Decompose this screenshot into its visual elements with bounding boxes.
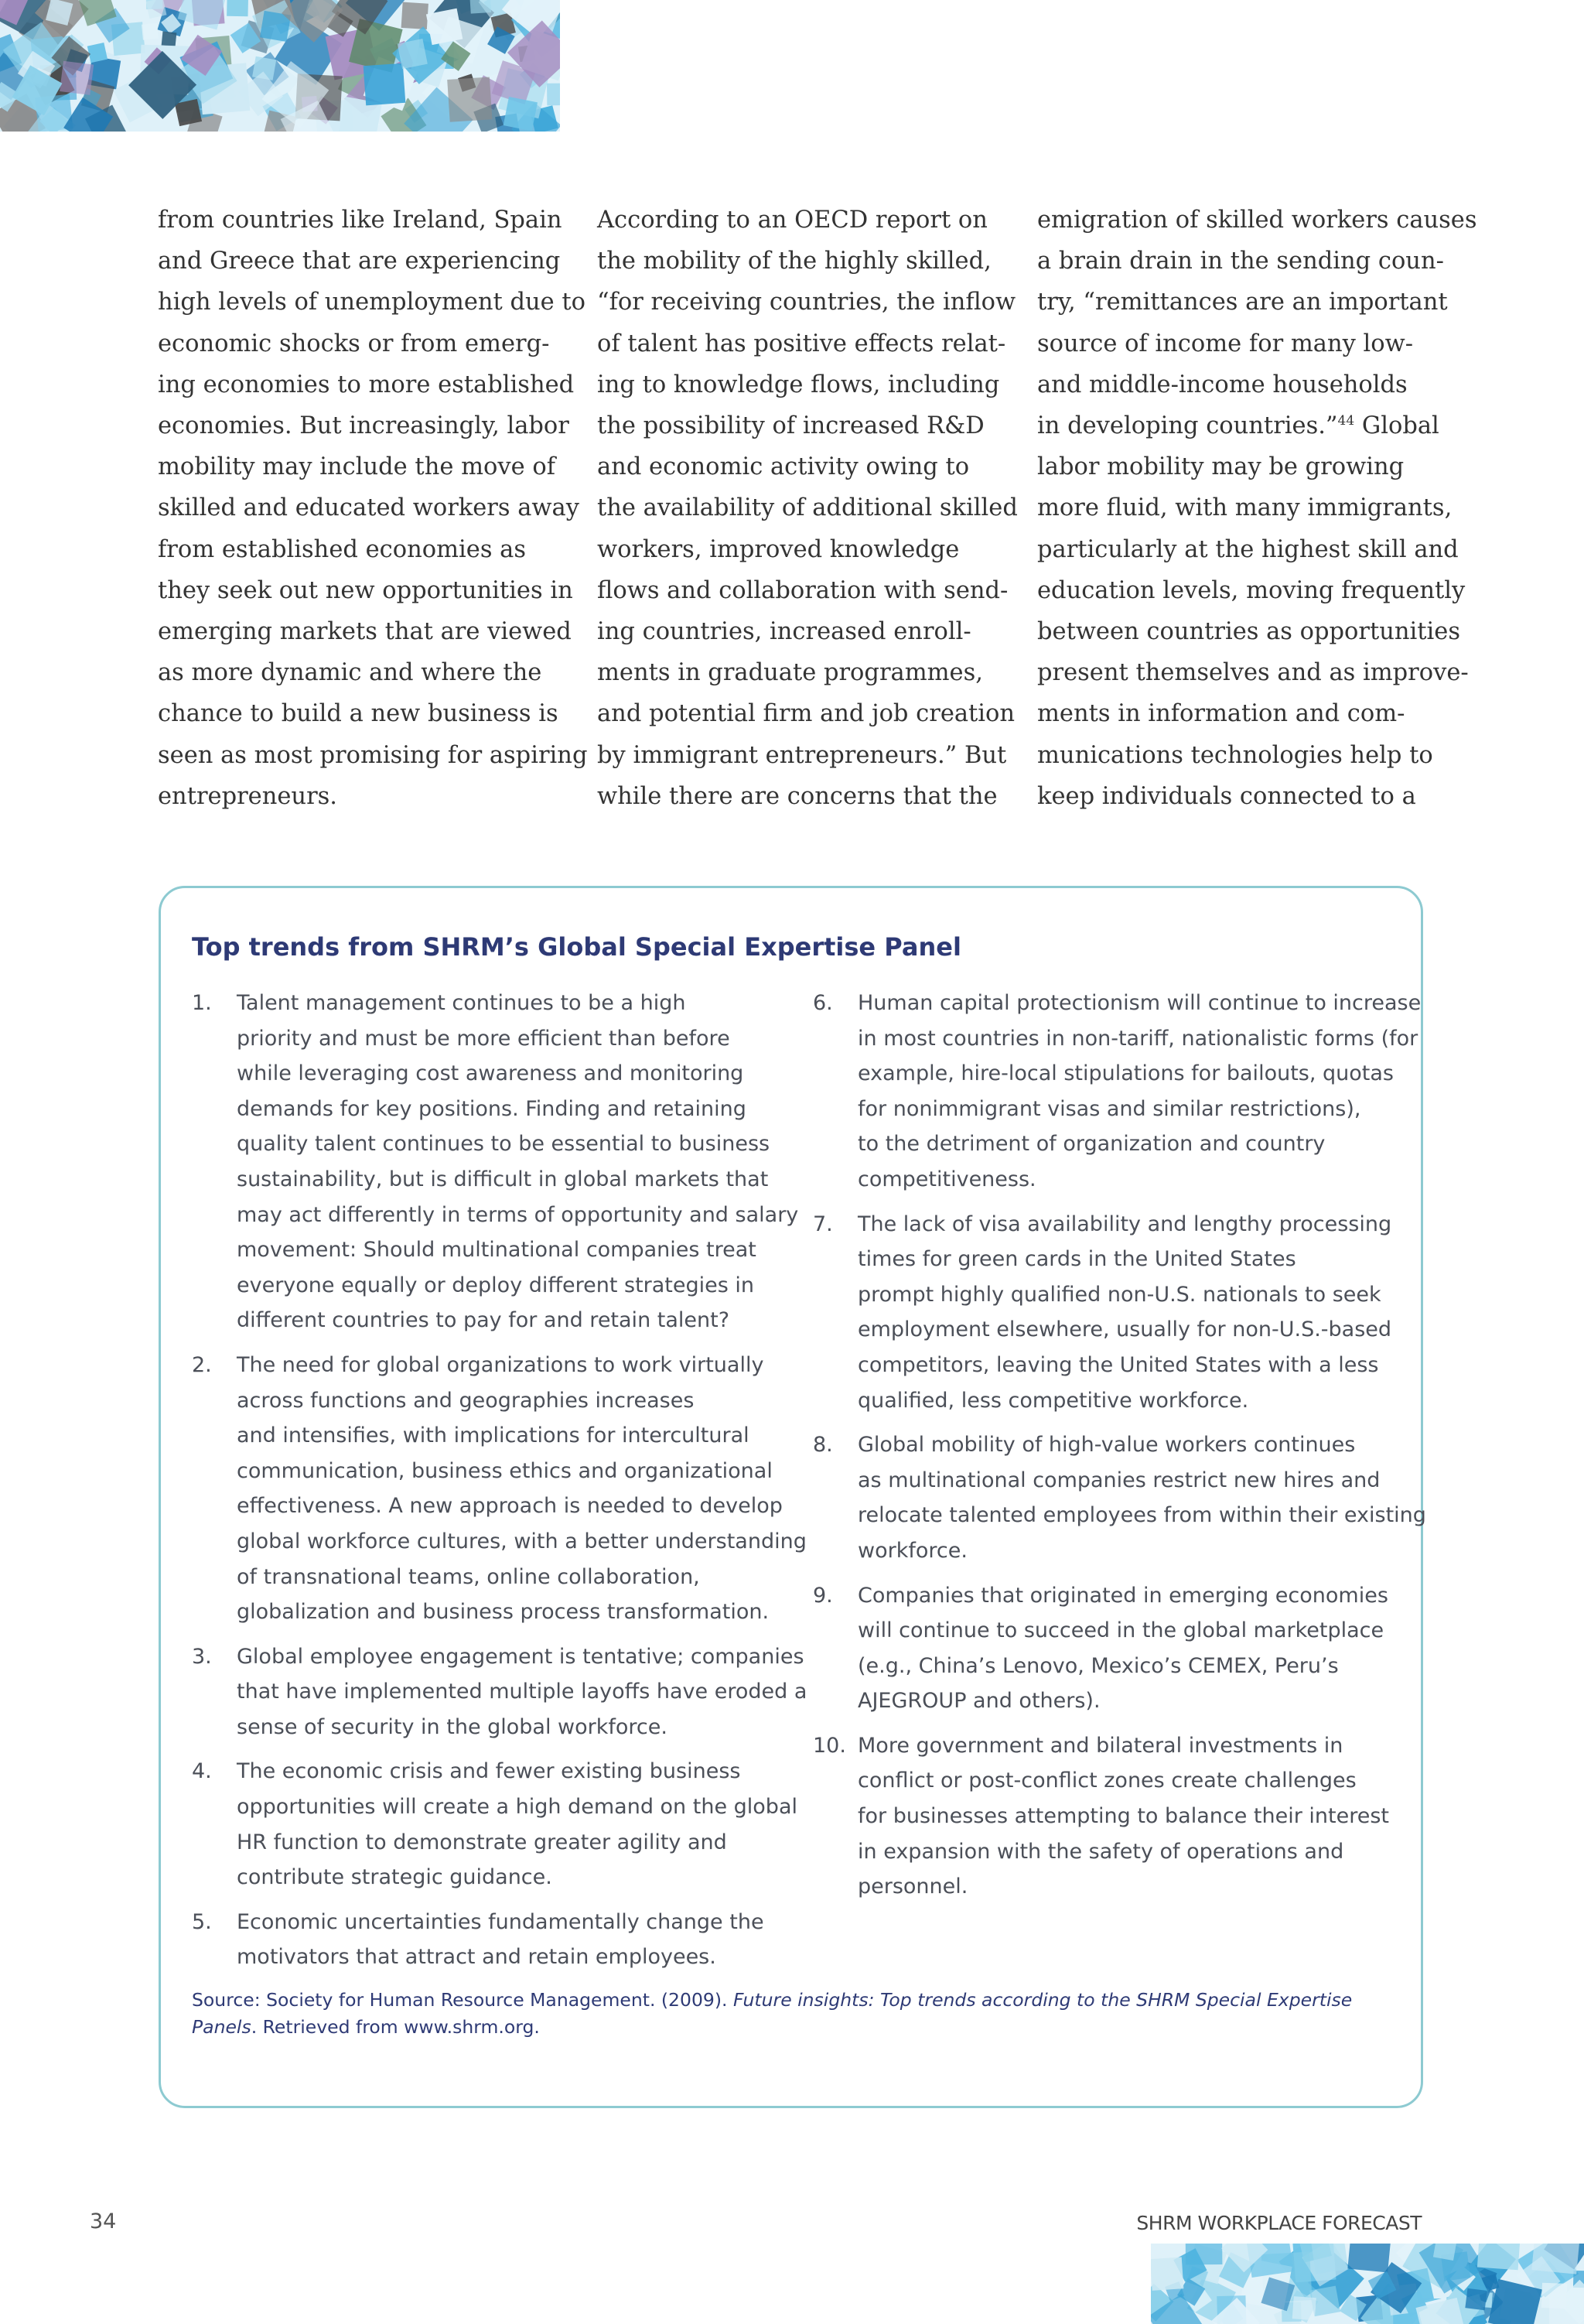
- text-line: emerging markets that are viewed: [158, 618, 572, 646]
- text-line: employment elsewhere, usually for non-U.S.-based: [858, 1318, 1392, 1342]
- text-line: labor mobility may be growing: [1037, 453, 1405, 481]
- text-line: chance to build a new business is: [158, 700, 558, 728]
- mosaic-tile: [1465, 2288, 1487, 2310]
- text-line: demands for key positions. Finding and retaining: [237, 1096, 746, 1121]
- text-line: The lack of visa availability and lengthy processing: [858, 1212, 1392, 1236]
- mosaic-tile: [1347, 2244, 1391, 2272]
- trend-text: [858, 1578, 1401, 1719]
- trend-item: [813, 1207, 1401, 1419]
- text-line: in most countries in non-tariff, nationalistic forms (for: [858, 1026, 1418, 1051]
- text-line: while there are concerns that the: [597, 782, 998, 810]
- decorative-mosaic-bottom: [1151, 2244, 1584, 2324]
- trend-item: [192, 1905, 787, 1975]
- mosaic-tile: [1186, 2244, 1223, 2264]
- text-line: example, hire-local stipulations for bailouts, quotas: [858, 1061, 1394, 1086]
- trend-text: [237, 1754, 797, 1895]
- trend-number: 2.: [192, 1352, 212, 1377]
- text-line: contribute strategic guidance.: [237, 1865, 552, 1890]
- text-line: by immigrant entrepreneurs.” But: [597, 741, 1007, 769]
- mosaic-graphic: [0, 0, 560, 132]
- text-line: to the detriment of organization and country: [858, 1132, 1326, 1157]
- decorative-mosaic-top: [0, 0, 560, 132]
- text-line: the availability of additional skilled: [597, 494, 1018, 522]
- text-line: HR function to demonstrate greater agility and: [237, 1830, 727, 1854]
- text-line: while leveraging cost awareness and monitoring: [237, 1061, 744, 1086]
- text-line: ments in graduate programmes,: [597, 659, 983, 687]
- mosaic-tile: [175, 99, 202, 126]
- text-line: qualified, less competitive workforce.: [858, 1388, 1249, 1413]
- text-line: communication, business ethics and organizational: [237, 1458, 773, 1483]
- text-line: will continue to succeed in the global marketplace: [858, 1618, 1384, 1643]
- body-column-3: [1037, 200, 1477, 817]
- text-line: particularly at the highest skill and: [1037, 535, 1459, 563]
- text-line: that have implemented multiple layoffs have eroded a: [237, 1680, 807, 1704]
- source-italic-title-end: Panels: [192, 2015, 251, 2038]
- text-line: in expansion with the safety of operations and: [858, 1839, 1344, 1864]
- text-line: Economic uncertainties fundamentally change the: [237, 1909, 764, 1934]
- text-line: economic shocks or from emerg-: [158, 330, 550, 357]
- text-line: prompt highly qualified non-U.S. nationals to seek: [858, 1282, 1381, 1307]
- mosaic-tile: [547, 83, 560, 105]
- top-trends-panel: [159, 886, 1426, 2108]
- body-column-1: [158, 200, 588, 817]
- text-line: personnel.: [858, 1875, 968, 1899]
- source-prefix: Source: Society for Human Resource Management. (2009).: [192, 1989, 733, 2011]
- mosaic-tile: [504, 97, 538, 131]
- mosaic-tile: [401, 2, 428, 29]
- text-line: global workforce cultures, with a better understanding: [237, 1529, 807, 1553]
- trend-text: [858, 986, 1422, 1198]
- mosaic-tile: [1531, 2244, 1580, 2274]
- text-line: of talent has positive effects relat-: [597, 330, 1006, 357]
- text-line: “for receiving countries, the inflow: [597, 289, 1016, 316]
- trend-number: 1.: [192, 991, 212, 1015]
- text-line: they seek out new opportunities in: [158, 576, 573, 604]
- trend-text: [237, 1348, 807, 1630]
- mosaic-tile: [447, 77, 492, 121]
- source-italic-title: Future insights: Top trends according to the SHRM Special Expertise: [732, 1989, 1353, 2011]
- text-line: and middle-income households: [1037, 371, 1408, 398]
- text-line: Companies that originated in emerging economies: [858, 1583, 1388, 1608]
- mosaic-tile: [398, 39, 428, 69]
- text-line: quality talent continues to be essential to business: [237, 1132, 770, 1157]
- trend-number: 9.: [813, 1583, 833, 1608]
- text-line: as more dynamic and where the: [158, 659, 542, 687]
- mosaic-tile: [142, 23, 159, 40]
- text-line: flows and collaboration with send-: [597, 576, 1009, 604]
- text-line: motivators that attract and retain employees.: [237, 1945, 716, 1970]
- trend-number: 6.: [813, 991, 833, 1015]
- mosaic-graphic: [1151, 2244, 1584, 2324]
- text-line: the mobility of the highly skilled,: [597, 248, 992, 275]
- text-line: between countries as opportunities: [1037, 618, 1460, 646]
- text-line: and intensifies, with implications for intercultural: [237, 1423, 749, 1448]
- trend-item: [813, 1427, 1426, 1568]
- text-line: across functions and geographies increases: [237, 1388, 695, 1413]
- text-line: for nonimmigrant visas and similar restrictions),: [858, 1096, 1361, 1121]
- text-line: sustainability, but is difficult in global markets that: [237, 1167, 769, 1191]
- text-line: keep individuals connected to a: [1037, 782, 1416, 810]
- text-line: skilled and educated workers away: [158, 494, 579, 522]
- publication-title: SHRM WORKPLACE FORECAST: [1136, 2212, 1422, 2234]
- trend-number: 5.: [192, 1909, 212, 1934]
- footnote-reference: 44: [1337, 412, 1355, 429]
- text-line: sense of security in the global workforce.: [237, 1714, 667, 1739]
- text-line: and Greece that are experiencing: [158, 248, 561, 275]
- trend-number: 10.: [813, 1733, 846, 1758]
- text-line: globalization and business process transformation.: [237, 1600, 770, 1625]
- mosaic-tile: [1311, 2244, 1348, 2274]
- text-line: (e.g., China’s Lenovo, Mexico’s CEMEX, Peru’s: [858, 1653, 1339, 1678]
- text-line: for businesses attempting to balance their interest: [858, 1804, 1389, 1829]
- text-line: high levels of unemployment due to: [158, 289, 586, 316]
- trend-item: [192, 1639, 807, 1745]
- mosaic-tile: [1151, 2257, 1183, 2290]
- text-line: and economic activity owing to: [597, 453, 970, 481]
- text-line: mobility may include the move of: [158, 453, 555, 481]
- trend-list-left: [192, 986, 807, 1984]
- trend-item: [192, 986, 799, 1338]
- text-line: seen as most promising for aspiring: [158, 741, 588, 769]
- text-line: everyone equally or deploy different strategies in: [237, 1273, 755, 1297]
- text-line: According to an OECD report on: [597, 207, 988, 234]
- text-line: conflict or post-conflict zones create challenges: [858, 1769, 1357, 1793]
- mosaic-tile: [87, 43, 108, 63]
- trend-text: [237, 1905, 787, 1975]
- text-line: competitors, leaving the United States with a less: [858, 1352, 1379, 1377]
- trend-number: 8.: [813, 1433, 833, 1458]
- trend-number: 4.: [192, 1759, 212, 1784]
- trend-text: [858, 1207, 1401, 1419]
- text-line: Global mobility of high-value workers continues: [858, 1433, 1356, 1458]
- text-line: Global employee engagement is tentative; companies: [237, 1644, 804, 1669]
- text-line: effectiveness. A new approach is needed to develop: [237, 1494, 783, 1519]
- mosaic-tile: [162, 32, 177, 47]
- text-line: ing countries, increased enroll-: [597, 618, 971, 646]
- text-line: Human capital protectionism will continue to increase: [858, 991, 1422, 1015]
- trend-list-right: [813, 986, 1426, 1914]
- source-line-2: [192, 2014, 1398, 2041]
- text-line: try, “remittances are an important: [1037, 289, 1448, 316]
- trend-text: [858, 1728, 1401, 1905]
- trend-item: [813, 1728, 1401, 1905]
- text-line: a brain drain in the sending coun-: [1037, 248, 1444, 275]
- text-line: present themselves and as improve-: [1037, 659, 1469, 687]
- text-line: of transnational teams, online collaboration,: [237, 1564, 700, 1589]
- mosaic-tile: [426, 9, 463, 45]
- trend-text: [237, 986, 799, 1338]
- body-column-2: [597, 200, 1018, 817]
- text-line: times for green cards in the United States: [858, 1247, 1296, 1272]
- panel-title: Top trends from SHRM’s Global Special Expertise Panel: [192, 932, 961, 962]
- text-line: movement: Should multinational companies treat: [237, 1238, 756, 1263]
- text-line: AJEGROUP and others).: [858, 1689, 1101, 1714]
- text-line: opportunities will create a high demand on the global: [237, 1795, 797, 1820]
- text-line: competitiveness.: [858, 1167, 1036, 1191]
- text-line: The need for global organizations to work virtually: [237, 1352, 764, 1377]
- mosaic-tile: [364, 63, 406, 106]
- mosaic-tile: [60, 61, 94, 95]
- text-line: and potential firm and job creation: [597, 700, 1016, 728]
- text-line: the possibility of increased R&D: [597, 412, 985, 440]
- text-line: different countries to pay for and retain talent?: [237, 1308, 730, 1333]
- text-line: relocate talented employees from within their existing: [858, 1503, 1426, 1528]
- text-line: from established economies as: [158, 535, 526, 563]
- text-line: priority and must be more efficient than before: [237, 1026, 730, 1051]
- page-number: 34: [90, 2210, 117, 2233]
- trend-number: 7.: [813, 1212, 833, 1236]
- text-line: munications technologies help to: [1037, 741, 1433, 769]
- trend-item: [813, 1578, 1401, 1719]
- text-line: workers, improved knowledge: [597, 535, 960, 563]
- mosaic-tile: [1541, 2283, 1568, 2309]
- text-line: Talent management continues to be a high: [237, 991, 686, 1015]
- text-line: more fluid, with many immigrants,: [1037, 494, 1453, 522]
- mosaic-tile: [1292, 2296, 1316, 2320]
- text-line: education levels, moving frequently: [1037, 576, 1466, 604]
- text-line: source of income for many low-: [1037, 330, 1414, 357]
- text-line: ing to knowledge flows, including: [597, 371, 1000, 398]
- source-suffix: . Retrieved from www.shrm.org.: [251, 2015, 540, 2038]
- mosaic-tile: [1477, 2244, 1521, 2270]
- trend-item: [192, 1754, 797, 1895]
- trend-number: 3.: [192, 1644, 212, 1669]
- source-line-1: [192, 1987, 1398, 2014]
- text-line-with-footnote: in developing countries.”$^{44}$ Global: [1037, 412, 1439, 440]
- text-line: economies. But increasingly, labor: [158, 412, 569, 440]
- mosaic-tile: [227, 0, 248, 16]
- mosaic-tile: [469, 0, 491, 14]
- text-line: The economic crisis and fewer existing business: [237, 1759, 741, 1784]
- trend-item: [813, 986, 1422, 1198]
- trend-text: [858, 1427, 1426, 1568]
- trend-text: [237, 1639, 807, 1745]
- text-line: More government and bilateral investments in: [858, 1733, 1343, 1758]
- source-citation: [192, 1987, 1398, 2040]
- text-line: from countries like Ireland, Spain: [158, 207, 562, 234]
- trend-item: [192, 1348, 807, 1630]
- text-line: as multinational companies restrict new hires and: [858, 1468, 1381, 1492]
- text-line: may act differently in terms of opportunity and salary: [237, 1202, 799, 1227]
- text-line: workforce.: [858, 1538, 968, 1563]
- text-line: ments in information and com-: [1037, 700, 1405, 728]
- text-line: ing economies to more established: [158, 371, 575, 398]
- text-line: entrepreneurs.: [158, 782, 337, 810]
- text-line: emigration of skilled workers causes: [1037, 207, 1477, 234]
